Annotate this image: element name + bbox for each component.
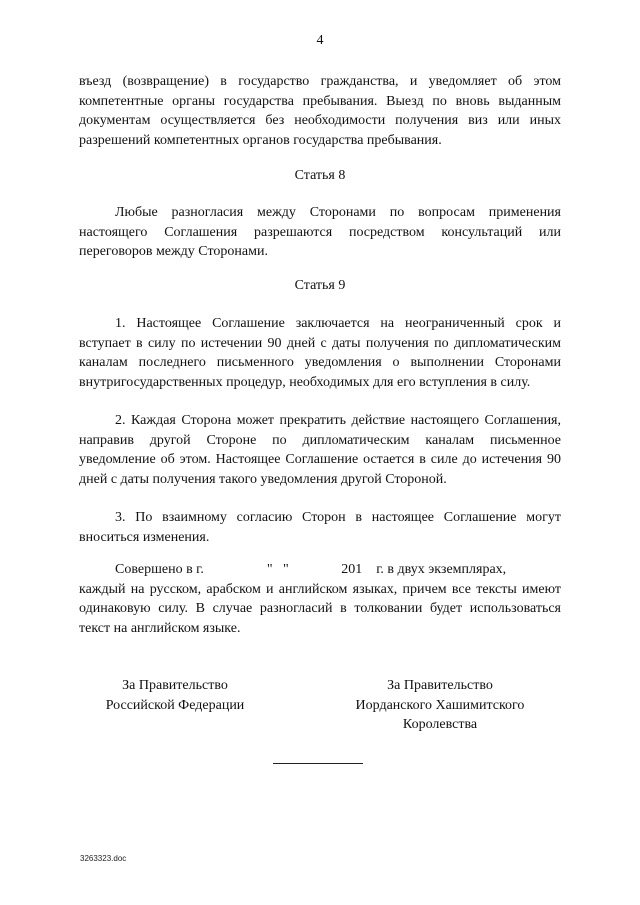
done-at-paragraph <box>79 560 561 638</box>
article-8-text: Любые разногласия между Сторонами по вопросам применения настоящего Соглашения разрешаются посредством консультаций или переговоров между Сторонами. <box>79 205 561 259</box>
signature-left-line-1: За Правительство <box>122 678 228 693</box>
signature-left-line-2: Российской Федерации <box>105 697 245 713</box>
signature-block-russia <box>80 676 270 715</box>
article-9-heading: Статья 9 <box>294 278 346 293</box>
signature-right-line-2: Иорданского Хашимитского <box>355 697 525 713</box>
article-9-clause-1: 1. Настоящее Соглашение заключается на неограниченный срок и вступает в силу по истечении 90 дней с даты получения по дипломатическим каналам последнего письменного уведомления о выполнении Сторонами внутригосударственных процедур, необходимых для его вступления в силу. <box>79 316 561 390</box>
closing-rule <box>273 763 363 764</box>
intro-paragraph: въезд (возвращение) в государство гражданства, и уведомляет об этом компетентные органы государства пребывания. Выезд по вновь выданным документам осуществляется без необходимости получения виз или иных разрешений компетентных органов государства пребывания. <box>79 74 561 148</box>
signature-block-jordan <box>340 676 540 735</box>
page-number: 4 <box>316 33 324 48</box>
footer-doc-id: 3263323.doc <box>80 854 127 863</box>
signature-right-line-1: За Правительство <box>387 678 493 693</box>
done-at-first-line: Совершено в г. " " 201 г. в двух экземплярах, <box>115 562 507 577</box>
article-9-clause-2: 2. Каждая Сторона может прекратить действие настоящего Соглашения, направив другой Стороне по дипломатическим каналам письменное уведомление об этом. Настоящее Соглашение остается в силе до истечения 90 дней с даты получения такого уведомления другой Стороной. <box>79 413 561 487</box>
article-9-clause-3: 3. По взаимному согласию Сторон в настоящее Соглашение могут вноситься изменения. <box>79 510 561 545</box>
signature-right-line-3: Королевства <box>402 717 478 732</box>
done-at-rest: каждый на русском, арабском и английском языках, причем все тексты имеют одинаковую силу. В случае разногласий в толковании будет использоваться текст на английском языке. <box>79 581 561 636</box>
article-8-heading: Статья 8 <box>294 168 346 183</box>
